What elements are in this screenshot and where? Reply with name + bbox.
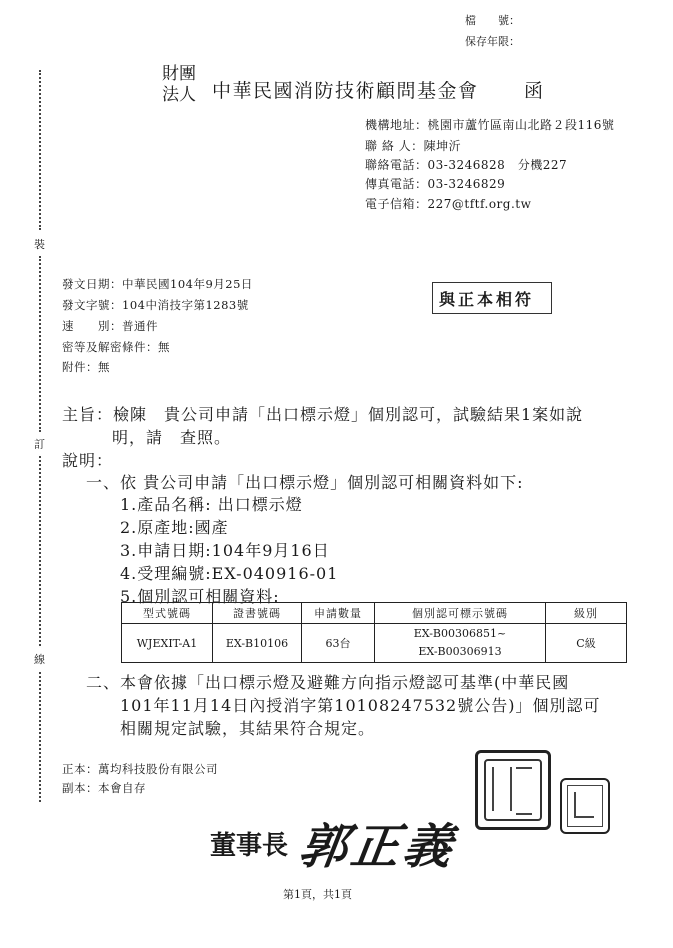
explanation-sub-3: 3.申請日期:104年9月16日 [120, 541, 330, 560]
table-cell-grade: C級 [546, 624, 627, 663]
file-number-label: 檔 號： [465, 14, 520, 27]
binding-dotted-line-bottom [39, 672, 41, 802]
issue-number: 發文字號：104中消技字第1283號 [62, 298, 249, 312]
table-header-row [122, 603, 627, 624]
table-header-cert: 證書號碼 [213, 603, 302, 624]
binding-mark-ding: 訂 [34, 438, 45, 451]
org-type [162, 64, 196, 106]
subject-line-1: 主旨：檢陳 貴公司申請「出口標示燈」個別認可，試驗結果1案如說 [62, 405, 584, 424]
table-cell-model: WJEXIT-A1 [122, 624, 213, 663]
true-copy-stamp [432, 282, 552, 314]
explanation-item-1: 一、依 貴公司申請「出口標示燈」個別認可相關資料如下: [86, 473, 524, 492]
contact-person: 聯 絡 人：陳坤沂 [365, 139, 462, 153]
org-type-line1: 財團 [162, 64, 196, 84]
org-type-line2: 法人 [162, 85, 196, 105]
explanation-label: 說明： [62, 451, 114, 470]
chairman-seal [560, 778, 610, 834]
binding-dotted-line-mid [39, 256, 41, 432]
table-cell-mark-from: EX-B00306851~ [413, 627, 507, 640]
issue-attachment: 附件：無 [62, 360, 110, 374]
contact-address: 機構地址：桃園市蘆竹區南山北路２段116號 [365, 118, 615, 132]
certification-table [121, 602, 627, 663]
issue-speed: 速 別：普通件 [62, 319, 158, 333]
table-row [122, 624, 627, 663]
explanation-sub-2: 2.原產地:國產 [120, 518, 229, 537]
table-cell-mark-to: EX-B00306913 [418, 645, 502, 658]
distribution-original: 正本：萬均科技股份有限公司 [62, 762, 218, 776]
issue-date: 發文日期：中華民國104年9月25日 [62, 277, 253, 291]
document-type: 函 [524, 80, 544, 102]
table-cell-qty: 63台 [302, 624, 375, 663]
table-header-model: 型式號碼 [122, 603, 213, 624]
table-cell-mark [375, 624, 546, 663]
org-name: 中華民國消防技術顧問基金會 [212, 80, 479, 102]
contact-email: 電子信箱：227@tftf.org.tw [365, 197, 532, 211]
contact-phone: 聯絡電話：03-3246828 分機227 [365, 158, 568, 172]
table-header-qty: 申請數量 [302, 603, 375, 624]
organization-seal [475, 750, 551, 830]
subject-line-2: 明，請 查照。 [112, 428, 232, 447]
table-header-mark: 個別認可標示號碼 [375, 603, 546, 624]
chairman-title: 董事長 [210, 831, 289, 861]
issue-secrecy: 密等及解密條件：無 [62, 340, 170, 354]
explanation-sub-1: 1.產品名稱: 出口標示燈 [120, 495, 303, 514]
explanation-item-2-line-1: 二、本會依據「出口標示燈及避難方向指示燈認可基準(中華民國 [86, 673, 570, 692]
retention-period-label: 保存年限： [465, 35, 520, 48]
table-header-grade: 級別 [546, 603, 627, 624]
binding-dotted-line-low [39, 456, 41, 646]
true-copy-stamp-text: 與正本相符 [439, 290, 535, 309]
table-cell-cert: EX-B10106 [213, 624, 302, 663]
explanation-item-2-line-3: 相關規定試驗，其結果符合規定。 [120, 719, 376, 738]
explanation-sub-5: 5.個別認可相關資料: [120, 587, 280, 606]
binding-mark-xian: 線 [34, 653, 45, 666]
page-number: 第1頁，共1頁 [283, 888, 352, 901]
distribution-copy: 副本：本會自存 [62, 781, 146, 795]
binding-dotted-line-top [39, 70, 41, 230]
explanation-item-2-line-2: 101年11月14日內授消字第10108247532號公告)」個別認可 [120, 696, 601, 715]
binding-mark-zhuang: 裝 [34, 238, 45, 251]
contact-fax: 傳真電話：03-3246829 [365, 177, 506, 191]
explanation-sub-4: 4.受理編號:EX-040916-01 [120, 564, 339, 583]
chairman-signature: 郭正義 [295, 819, 460, 875]
